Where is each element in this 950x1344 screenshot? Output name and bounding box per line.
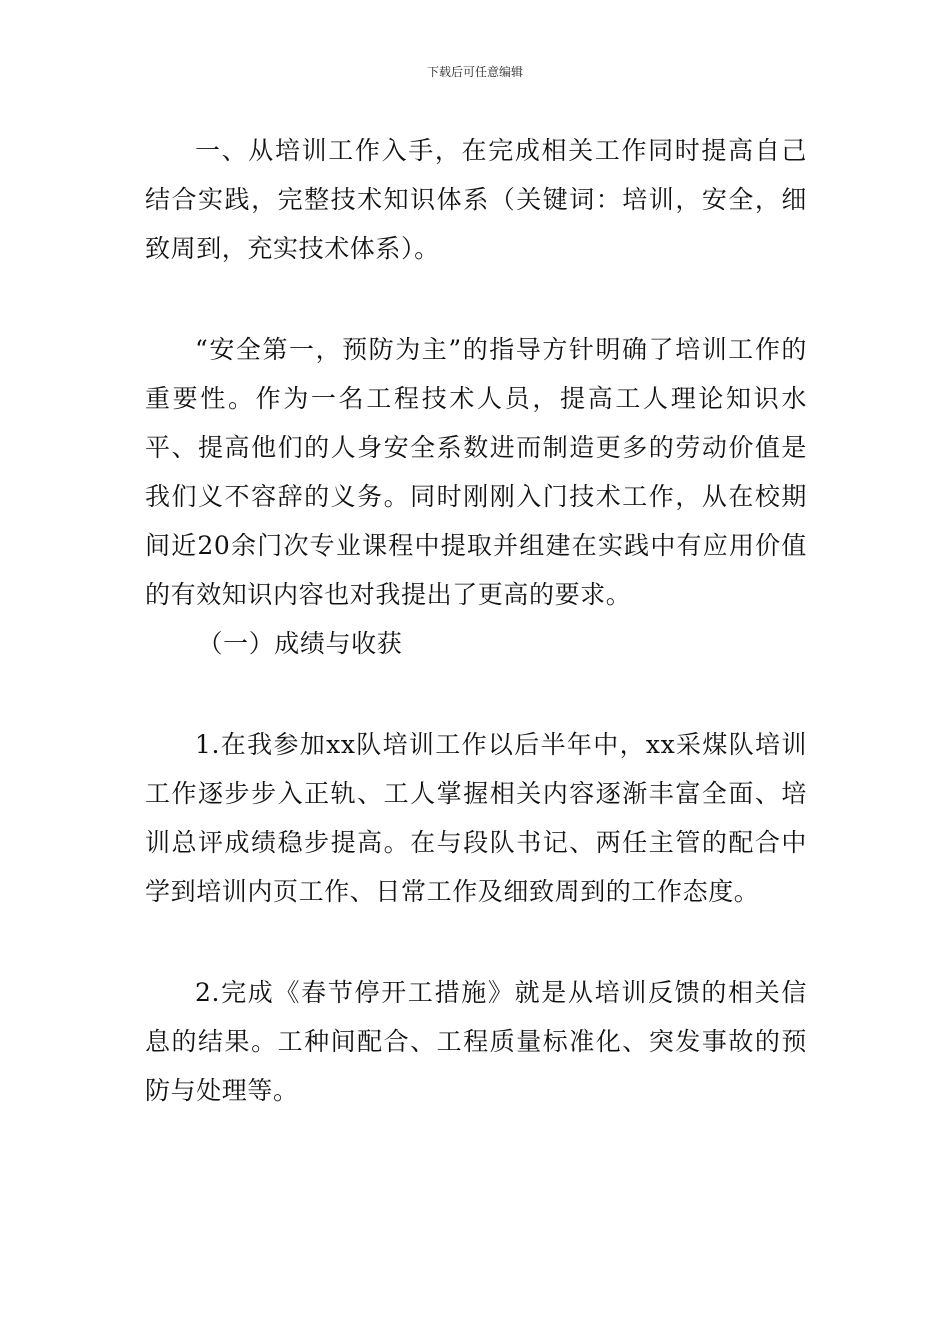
header-note: 下载后可任意编辑: [426, 65, 523, 79]
document-body: [145, 126, 807, 1115]
subheading-achievements: （一）成绩与收获: [197, 629, 403, 658]
section-heading: 一、从培训工作入手，在完成相关工作同时提高自己结合实践，完整技术知识体系（关键词：培训，安全，细致周到，充实技术体系）。: [145, 136, 807, 263]
paragraph-safety-training: “安全第一，预防为主”的指导方针明确了培训工作的重要性。作为一名工程技术人员，提高工人理论知识水平、提高他们的人身安全系数进而制造更多的劳动价值是我们义不容辞的义务。同时刚刚入门技术工作，从在校期间近20余门次专业课程中提取并组建在实践中有应用价值的有效知识内容也对我提出了更高的要求。: [145, 335, 807, 609]
list-item-1: 1.在我参加xx队培训工作以后半年中，xx采煤队培训工作逐步步入正轨、工人掌握相关内容逐渐丰富全面、培训总评成绩稳步提高。在与段队书记、两任主管的配合中学到培训内页工作、日常工作及细致周到的工作态度。: [145, 730, 807, 906]
list-item-2: 2.完成《春节停开工措施》就是从培训反馈的相关信息的结果。工种间配合、工程质量标准化、突发事故的预防与处理等。: [145, 978, 807, 1105]
